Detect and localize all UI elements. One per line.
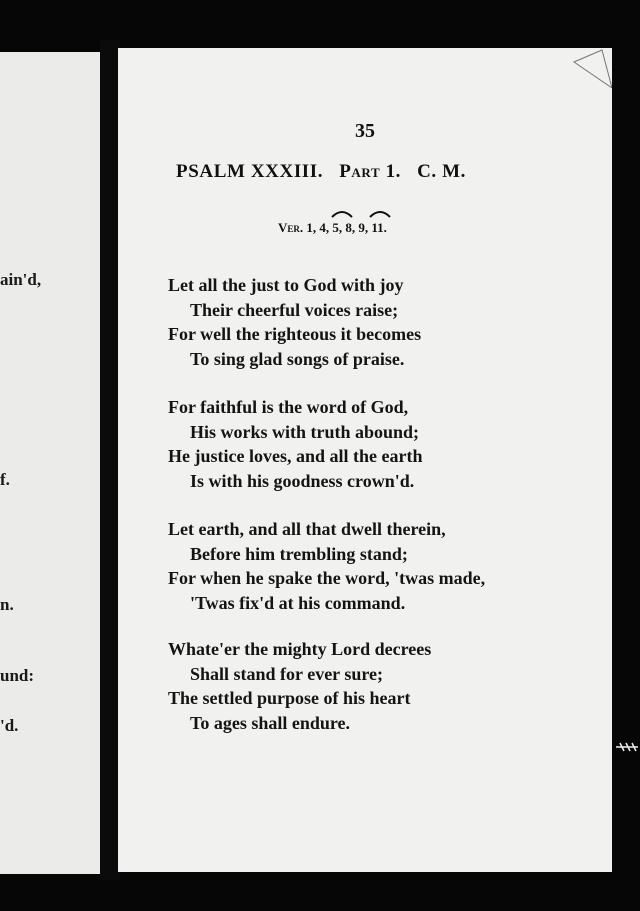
stanza — [168, 637, 431, 735]
psalm-title: PSALM XXXIII. — [176, 161, 324, 182]
left-page-fragment: f. — [0, 470, 10, 489]
verse-line: 'Twas fix'd at his command. — [190, 592, 406, 613]
left-page-fragment: n. — [0, 595, 14, 614]
verse-line: He justice loves, and all the earth — [168, 446, 423, 466]
verse-tie-mark — [368, 208, 392, 218]
left-page-fragment: ain'd, — [0, 270, 42, 289]
verse-line: To ages shall endure. — [190, 712, 351, 733]
verse-line: For faithful is the word of God, — [168, 397, 409, 417]
edge-ornament-icon — [614, 740, 640, 754]
verse-line: To sing glad songs of praise. — [190, 348, 405, 369]
verse-line: Shall stand for ever sure; — [190, 663, 384, 684]
stanza — [168, 517, 485, 615]
verse-line: The settled purpose of his heart — [168, 688, 411, 708]
page-corner-fold — [572, 48, 612, 88]
psalm-heading — [176, 161, 466, 183]
verse-line: Before him trembling stand; — [190, 543, 408, 564]
verse-line: For well the righteous it becomes — [168, 324, 422, 344]
verse-line: Their cheerful voices raise; — [190, 299, 399, 320]
verse-line: For when he spake the word, 'twas made, — [168, 568, 486, 588]
verse-line: His works with truth abound; — [190, 421, 420, 442]
psalm-part: Part 1. — [339, 161, 402, 182]
stanza — [168, 395, 422, 493]
verse-line: Let earth, and all that dwell therein, — [168, 519, 446, 539]
verse-tie-mark — [330, 208, 354, 218]
left-page-fragment: und: — [0, 666, 35, 685]
psalm-meter: C. M. — [417, 161, 466, 182]
verse-line: Let all the just to God with joy — [168, 275, 404, 295]
verse-label: Ver. — [278, 220, 304, 235]
verse-line: Is with his goodness crown'd. — [190, 470, 415, 491]
left-page — [0, 52, 100, 874]
left-page-fragment: 'd. — [0, 716, 19, 735]
book-gutter — [100, 40, 120, 880]
verse-line: Whate'er the mighty Lord decrees — [168, 639, 432, 659]
right-page — [118, 48, 612, 872]
page-number: 35 — [355, 120, 375, 142]
stanza — [168, 273, 421, 371]
verse-numbers: 1, 4, 5, 8, 9, 11. — [306, 220, 387, 235]
verse-reference — [278, 220, 387, 236]
